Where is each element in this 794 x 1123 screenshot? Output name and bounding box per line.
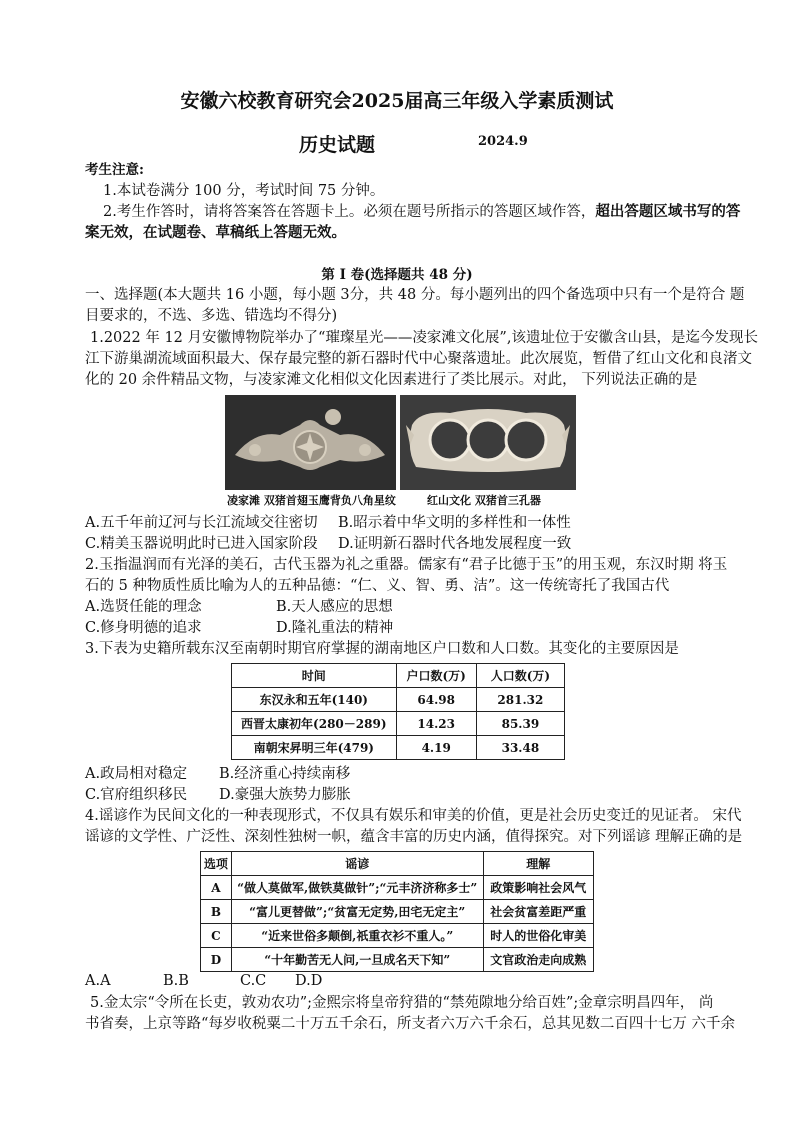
q4-header-option: 选项	[201, 852, 232, 876]
q1-stem-3: 化的 20 余件精品文物，与凌家滩文化相似文化因素进行了类比展示。对此， 下列说法正确的是	[85, 372, 698, 388]
q2-option-b: B.天人感应的思想	[276, 599, 393, 615]
q4-cell: C	[201, 924, 232, 948]
q1-stem-2: 江下游巢湖流域面积最大、保存最完整的新石器时代中心聚落遗址。此次展览，暂借了红山文化和良渚文	[85, 351, 752, 367]
exam-title: 安徽六校教育研究会2025届高三年级入学素质测试	[180, 90, 614, 112]
q4-cell: “做人莫做军,做铁莫做针”;“元丰济济称多士”	[231, 876, 483, 900]
q2-option-d: D.隆礼重法的精神	[276, 620, 394, 636]
hongshan-three-hole-image	[400, 395, 576, 490]
table-row	[201, 924, 594, 948]
table-row	[201, 900, 594, 924]
q3-option-b: B.经济重心持续南移	[219, 766, 351, 782]
q4-cell: 时人的世俗化审美	[483, 924, 593, 948]
table-row	[201, 876, 594, 900]
q4-cell: “富儿更替做”;“贫富无定势,田宅无定主”	[231, 900, 483, 924]
q3-cell: 33.48	[476, 736, 564, 760]
q3-cell: 西晋太康初年(280－289)	[232, 712, 397, 736]
notice-item-2-normal: 2.考生作答时，请将答案答在答题卡上。必须在题号所指示的答题区域作答，	[103, 204, 596, 220]
q1-option-a: A.五千年前辽河与长江流域交往密切	[85, 515, 318, 531]
q2-option-c: C.修身明德的追求	[85, 620, 202, 636]
q3-header-time: 时间	[232, 664, 397, 688]
q3-cell: 南朝宋昇明三年(479)	[232, 736, 397, 760]
lingjiatan-jade-eagle-image	[225, 395, 396, 490]
q1-option-d: D.证明新石器时代各地发展程度一致	[338, 536, 572, 552]
q4-cell: D	[201, 948, 232, 972]
q4-header-understanding: 理解	[483, 852, 593, 876]
q4-table-header-row	[201, 852, 594, 876]
section-title: 第 I 卷(选择题共 48 分)	[321, 267, 473, 283]
notice-item-2	[103, 201, 740, 223]
q1-option-b: B.昭示着中华文明的多样性和一体性	[338, 515, 571, 531]
q3-header-population: 人口数(万)	[476, 664, 564, 688]
q3-cell: 85.39	[476, 712, 564, 736]
q5-stem-2: 书省奏，上京等路“每岁收税粟二十万五千余石，所支者六万六千余石，总其见数二百四十七万 六千余	[85, 1016, 736, 1032]
subject-title: 历史试题	[299, 134, 376, 156]
q4-option-b: B.B	[163, 973, 189, 989]
q3-table-header-row	[232, 664, 565, 688]
notice-item-1: 1.本试卷满分 100 分，考试时间 75 分钟。	[103, 183, 385, 199]
q1-caption-lingjiatan: 凌家滩 双猪首翅玉鹰背负八角星纹	[227, 494, 396, 507]
q4-table	[200, 851, 594, 972]
q1-caption-hongshan: 红山文化 双猪首三孔器	[427, 494, 541, 507]
q4-option-d: D.D	[295, 973, 323, 989]
q3-cell: 东汉永和五年(140)	[232, 688, 397, 712]
q4-option-a: A.A	[85, 973, 111, 989]
q1-option-c: C.精美玉器说明此时已进入国家阶段	[85, 536, 318, 552]
q3-option-c: C.官府组织移民	[85, 787, 188, 803]
q4-cell: A	[201, 876, 232, 900]
q3-cell: 281.32	[476, 688, 564, 712]
table-row	[201, 948, 594, 972]
notice-heading: 考生注意:	[85, 162, 144, 178]
q4-header-proverb: 谣谚	[231, 852, 483, 876]
q4-cell: B	[201, 900, 232, 924]
q4-cell: 政策影响社会风气	[483, 876, 593, 900]
q3-stem: 3.下表为史籍所载东汉至南朝时期官府掌握的湖南地区户口数和人口数。其变化的主要原因是	[85, 641, 679, 657]
q3-header-households: 户口数(万)	[396, 664, 476, 688]
q1-stem-1: 1.2022 年 12 月安徽博物院举办了“璀璨星光——凌家滩文化展”,该遗址位于安徽含山县，是迄今发现长	[90, 330, 758, 346]
section-instructions-2: 目要求的，不选、多选、错选均不得分)	[85, 308, 338, 324]
q4-stem-1: 4.谣谚作为民间文化的一种表现形式，不仅具有娱乐和审美的价值，更是社会历史变迁的见证者。 宋代	[85, 808, 742, 824]
q3-cell: 4.19	[396, 736, 476, 760]
q2-option-a: A.选贤任能的理念	[85, 599, 202, 615]
q2-stem-2: 石的 5 种物质性质比喻为人的五种品德：“仁、义、智、勇、洁”。这一传统寄托了我国古代	[85, 578, 670, 594]
table-row	[232, 712, 565, 736]
q4-cell: “近来世俗多颠倒,祇重衣衫不重人。”	[231, 924, 483, 948]
section-instructions-1: 一、选择题(本大题共 16 小题，每小题 3分，共 48 分。每小题列出的四个备选项中只有一个是符合 题	[85, 287, 745, 303]
table-row	[232, 736, 565, 760]
q3-cell: 14.23	[396, 712, 476, 736]
q4-option-c: C.C	[240, 973, 267, 989]
q3-option-d: D.豪强大族势力膨胀	[219, 787, 351, 803]
q3-table	[231, 663, 565, 760]
q4-stem-2: 谣谚的文学性、广泛性、深刻性独树一帜，蕴含丰富的历史内涵，值得探究。对下列谣谚 理解正确的是	[85, 829, 743, 845]
q2-stem-1: 2.玉指温润而有光泽的美石，古代玉器为礼之重器。儒家有“君子比德于玉”的用玉观，东汉时期 将玉	[85, 557, 728, 573]
notice-item-2-cont: 案无效，在试题卷、草稿纸上答题无效。	[85, 224, 346, 241]
q5-stem-1: 5.金太宗“令所在长吏，敦劝农功”;金熙宗将皇帝狩猎的“禁苑隙地分给百姓”;金章宗明昌四年， 尚	[90, 995, 714, 1011]
notice-item-2-bold: 超出答题区域书写的答	[595, 203, 741, 220]
q4-cell: “十年勤苦无人问,一旦成名天下知”	[231, 948, 483, 972]
table-row	[232, 688, 565, 712]
q4-cell: 社会贫富差距严重	[483, 900, 593, 924]
q4-cell: 文官政治走向成熟	[483, 948, 593, 972]
exam-date: 2024.9	[478, 134, 528, 149]
q3-cell: 64.98	[396, 688, 476, 712]
q3-option-a: A.政局相对稳定	[85, 766, 188, 782]
